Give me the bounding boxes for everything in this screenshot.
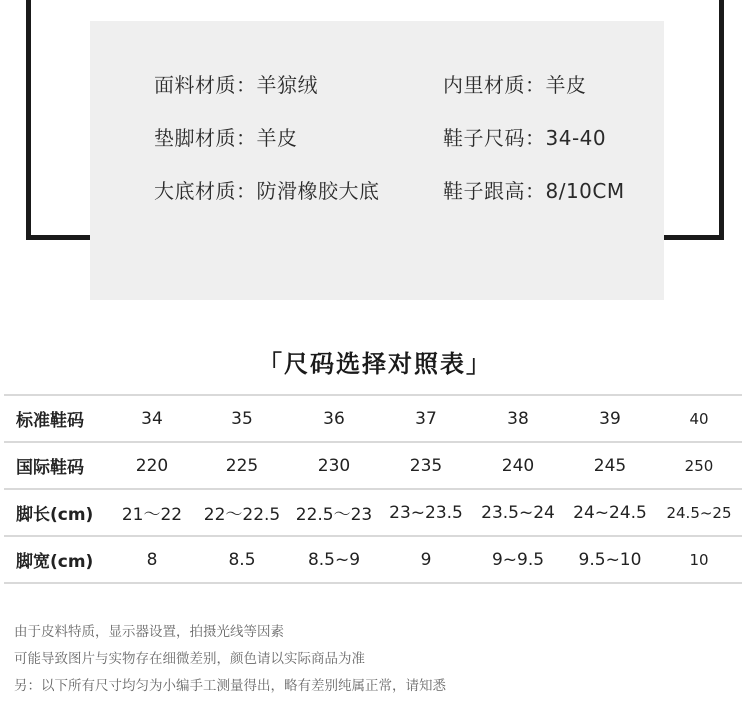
- table-cell: 225: [196, 442, 288, 489]
- table-row: [4, 536, 742, 583]
- upper-material: 面料材质：羊猄绒: [154, 73, 318, 97]
- table-cell: 40: [656, 395, 742, 442]
- table-cell: 8.5~9: [288, 536, 380, 583]
- table-cell: 39: [564, 395, 656, 442]
- table-cell: 22.5～23: [288, 489, 380, 536]
- size-chart-title: 「尺码选择对照表」: [258, 350, 492, 378]
- row-header: 国际鞋码: [4, 442, 108, 489]
- table-cell: 34: [108, 395, 196, 442]
- table-cell: 245: [564, 442, 656, 489]
- lining-material: 内里材质：羊皮: [443, 73, 587, 97]
- table-row: [4, 395, 742, 442]
- table-cell: 23~23.5: [380, 489, 472, 536]
- table-cell: 22～22.5: [196, 489, 288, 536]
- table-cell: 9: [380, 536, 472, 583]
- outsole-material: 大底材质：防滑橡胶大底: [154, 179, 380, 203]
- table-cell: 250: [656, 442, 742, 489]
- table-cell: 230: [288, 442, 380, 489]
- disclaimer-line: 另：以下所有尺寸均匀为小编手工测量得出，略有差别纯属正常，请知悉: [14, 678, 446, 694]
- table-cell: 235: [380, 442, 472, 489]
- shoe-size: 鞋子尺码：34-40: [443, 126, 607, 150]
- table-cell: 35: [196, 395, 288, 442]
- table-cell: 220: [108, 442, 196, 489]
- table-cell: 23.5~24: [472, 489, 564, 536]
- table-cell: 8.5: [196, 536, 288, 583]
- table-cell: 21～22: [108, 489, 196, 536]
- table-cell: 24~24.5: [564, 489, 656, 536]
- table-row: [4, 442, 742, 489]
- heel-height: 鞋子跟高：8/10CM: [443, 179, 625, 203]
- row-header: 标准鞋码: [4, 395, 108, 442]
- table-cell: 37: [380, 395, 472, 442]
- material-info-panel: [90, 21, 664, 300]
- table-cell: 8: [108, 536, 196, 583]
- table-cell: 10: [656, 536, 742, 583]
- table-cell: 24.5~25: [656, 489, 742, 536]
- disclaimer-line: 可能导致图片与实物存在细微差别，颜色请以实际商品为准: [14, 651, 365, 667]
- table-cell: 36: [288, 395, 380, 442]
- table-cell: 9~9.5: [472, 536, 564, 583]
- row-header: 脚宽(cm): [4, 536, 108, 583]
- table-cell: 240: [472, 442, 564, 489]
- table-cell: 38: [472, 395, 564, 442]
- insole-material: 垫脚材质：羊皮: [154, 126, 298, 150]
- table-row: [4, 489, 742, 536]
- row-header: 脚长(cm): [4, 489, 108, 536]
- size-chart-table: [4, 394, 742, 584]
- table-cell: 9.5~10: [564, 536, 656, 583]
- disclaimer-line: 由于皮料特质，显示器设置，拍摄光线等因素: [14, 624, 284, 640]
